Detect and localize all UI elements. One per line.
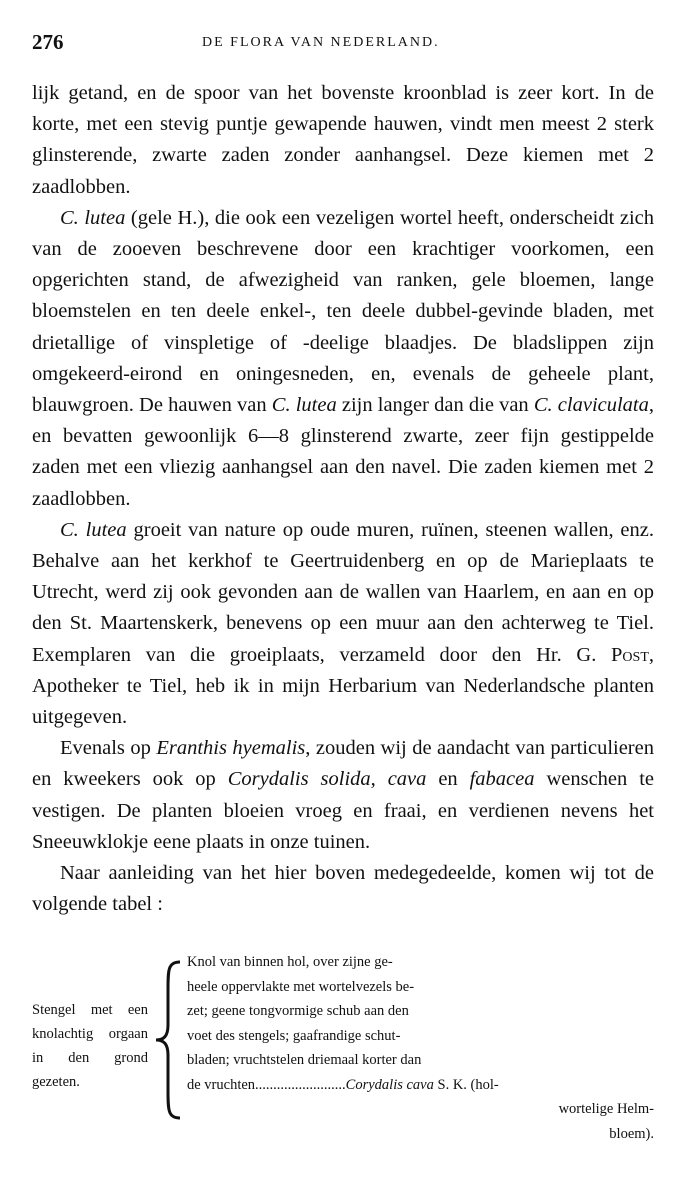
key-desc-line: bladen; vruchtstelen driemaal korter dan — [187, 1052, 422, 1068]
page-header — [32, 30, 654, 60]
paragraph-4: Evenals op Eranthis hyemalis, zouden wij de aandacht van particulieren en kweekers ook op Corydalis solida, cava en fabacea wenschen te vestigen. De planten bloeien vroeg en fraai, en verdienen nevens het Sneeuwklokje eene plaats in onze tuinen. — [32, 737, 654, 853]
running-head: DE FLORA VAN NEDERLAND. — [202, 35, 440, 50]
curly-brace-icon — [150, 960, 190, 1120]
paragraph-5: Naar aanleiding van het hier boven medegedeelde, komen wij tot de volgende tabel : — [32, 862, 654, 916]
page-number: 276 — [32, 30, 64, 54]
key-description — [187, 950, 652, 1097]
determination-key — [32, 950, 654, 1160]
body-text — [32, 78, 654, 920]
key-stem-label: Stengel met een knolachtig orgaan in den grond gezeten. — [32, 1002, 148, 1090]
key-desc-line: Knol van binnen hol, over zijne ge- — [187, 954, 393, 970]
key-result-species: Corydalis cava — [345, 1076, 434, 1093]
key-desc-line: voet des stengels; gaafrandige schut- — [187, 1027, 401, 1044]
paragraph-2: C. lutea (gele H.), die ook een vezeligen wortel heeft, onderscheidt zich van de zooeven beschrevene door een krachtiger voorkomen, een opgerichten stand, de afwezigheid van ranken, gele bloemen, lange bloemstelen en ten deele enkel-, ten deele dubbel-gevinde bladen, met drietallige of vinspletige of -deelige blaadjes. De bladslippen zijn omgekeerd-eirond en oningesneden, en, evenals de geheele plant, blauwgroen. De hauwen van C. lutea zijn langer dan die van C. claviculata, en bevatten gewoonlijk 6—8 glinsterend zwarte, zeer fijn gestippelde zaden met een vliezig aanhangsel aan den navel. Die zaden kiemen met 2 zaadlobben. — [32, 206, 654, 510]
key-desc-line: heele oppervlakte met wortelvezels be- — [187, 978, 415, 995]
paragraph-1: lijk getand, en de spoor van het bovenste kroonblad is zeer kort. In de korte, met een stevig puntje gewapende hauwen, vindt men meest 2 sterk glinsterende, zwarte zaden zonder aanhangsel. Deze kiemen met 2 zaadlobben. — [32, 82, 654, 198]
key-result: wortelige Helm- bloem). — [558, 1101, 654, 1142]
key-desc-last-line: de vruchten.........................Corydalis cava S. K. (hol- — [187, 1076, 499, 1093]
paragraph-3: C. lutea groeit van nature op oude muren, ruïnen, steenen wallen, enz. Behalve aan het kerkhof te Geertruidenberg en op de Marieplaats te Utrecht, werd zij ook gevonden aan de wallen van Haarlem, en aan en op den St. Maartenskerk, benevens op een muur aan den achterweg te Tiel. Exemplaren van die groeiplaats, verzameld door den Hr. G. Post, Apotheker te Tiel, heb ik in mijn Herbarium van Nederlandsche planten uitgegeven. — [32, 518, 654, 729]
key-desc-line: zet; geene tongvormige schub aan den — [187, 1003, 409, 1019]
